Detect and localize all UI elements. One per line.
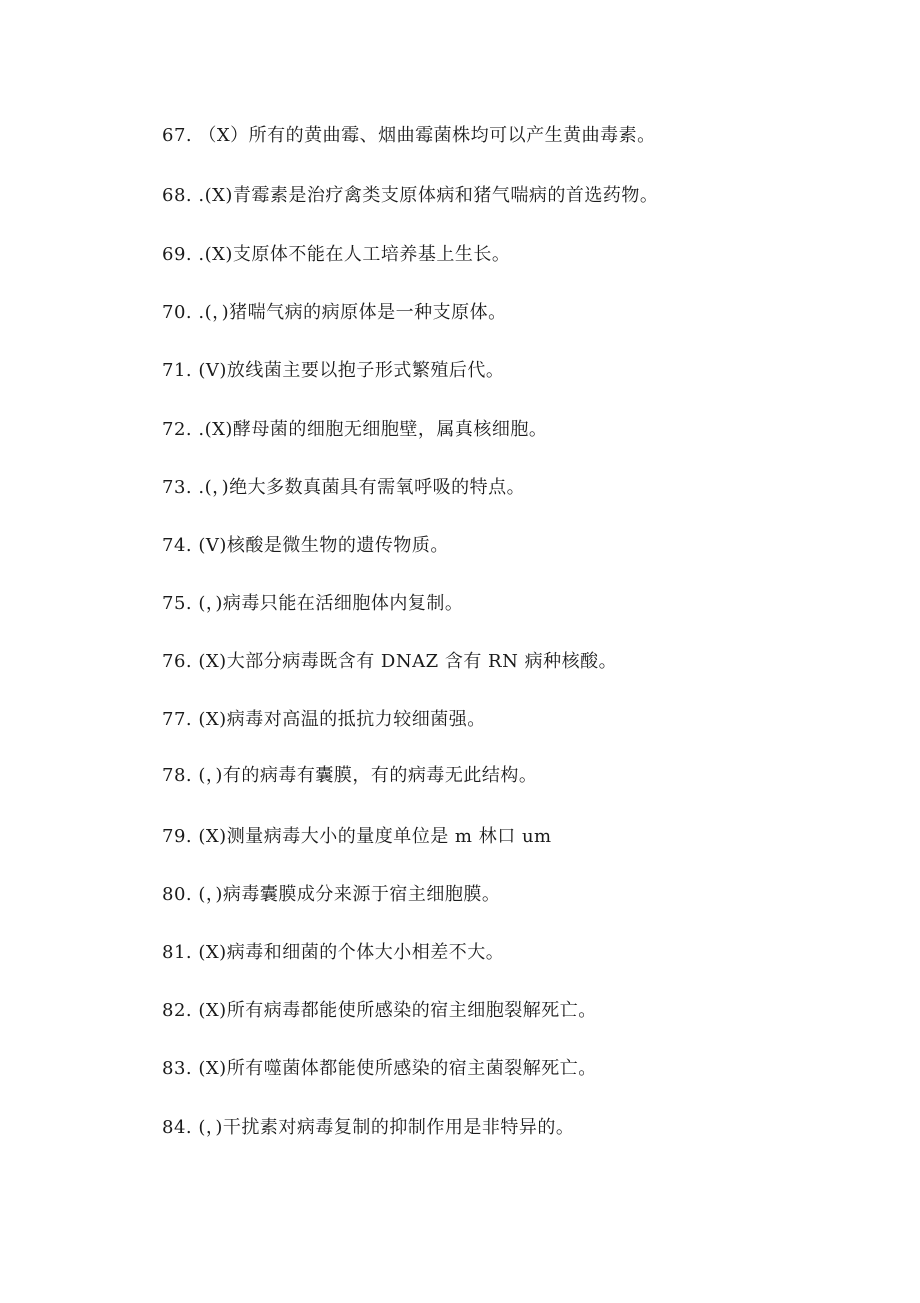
question-76: 76. (X)大部分病毒既含有 DNAZ 含有 RN 病种核酸。 [162,651,618,672]
question-73: 73. .(，)绝大多数真菌具有需氧呼吸的特点。 [162,477,526,498]
question-83: 83. (X)所有噬菌体都能使所感染的宿主菌裂解死亡。 [162,1058,597,1079]
question-72: 72. .(X)酵母菌的细胞无细胞壁，属真核细胞。 [162,419,548,440]
question-77: 77. (X)病毒对高温的抵抗力较细菌强。 [162,709,486,730]
question-67: 67. （X）所有的黄曲霉、烟曲霉菌株均可以产生黄曲毒素。 [162,125,656,146]
question-78: 78. (，)有的病毒有囊膜，有的病毒无此结构。 [162,765,538,786]
question-71: 71. (V)放线菌主要以抱子形式繁殖后代。 [162,360,505,381]
question-69: 69. .(X)支原体不能在人工培养基上生长。 [162,244,511,265]
question-82: 82. (X)所有病毒都能使所感染的宿主细胞裂解死亡。 [162,1000,597,1021]
question-74: 74. (V)核酸是微生物的遗传物质。 [162,535,449,556]
question-75: 75. (，)病毒只能在活细胞体内复制。 [162,593,464,614]
question-68: 68. .(X)青霉素是治疗禽类支原体病和猪气喘病的首选药物。 [162,185,659,206]
question-70: 70. .(，)猪喘气病的病原体是一种支原体。 [162,302,507,323]
question-81: 81. (X)病毒和细菌的个体大小相差不大。 [162,942,505,963]
question-79: 79. (X)测量病毒大小的量度单位是 m 林口 um [162,826,552,847]
question-80: 80. (，)病毒囊膜成分来源于宿主细胞膜。 [162,884,501,905]
question-84: 84. (，)干扰素对病毒复制的抑制作用是非特异的。 [162,1117,575,1138]
